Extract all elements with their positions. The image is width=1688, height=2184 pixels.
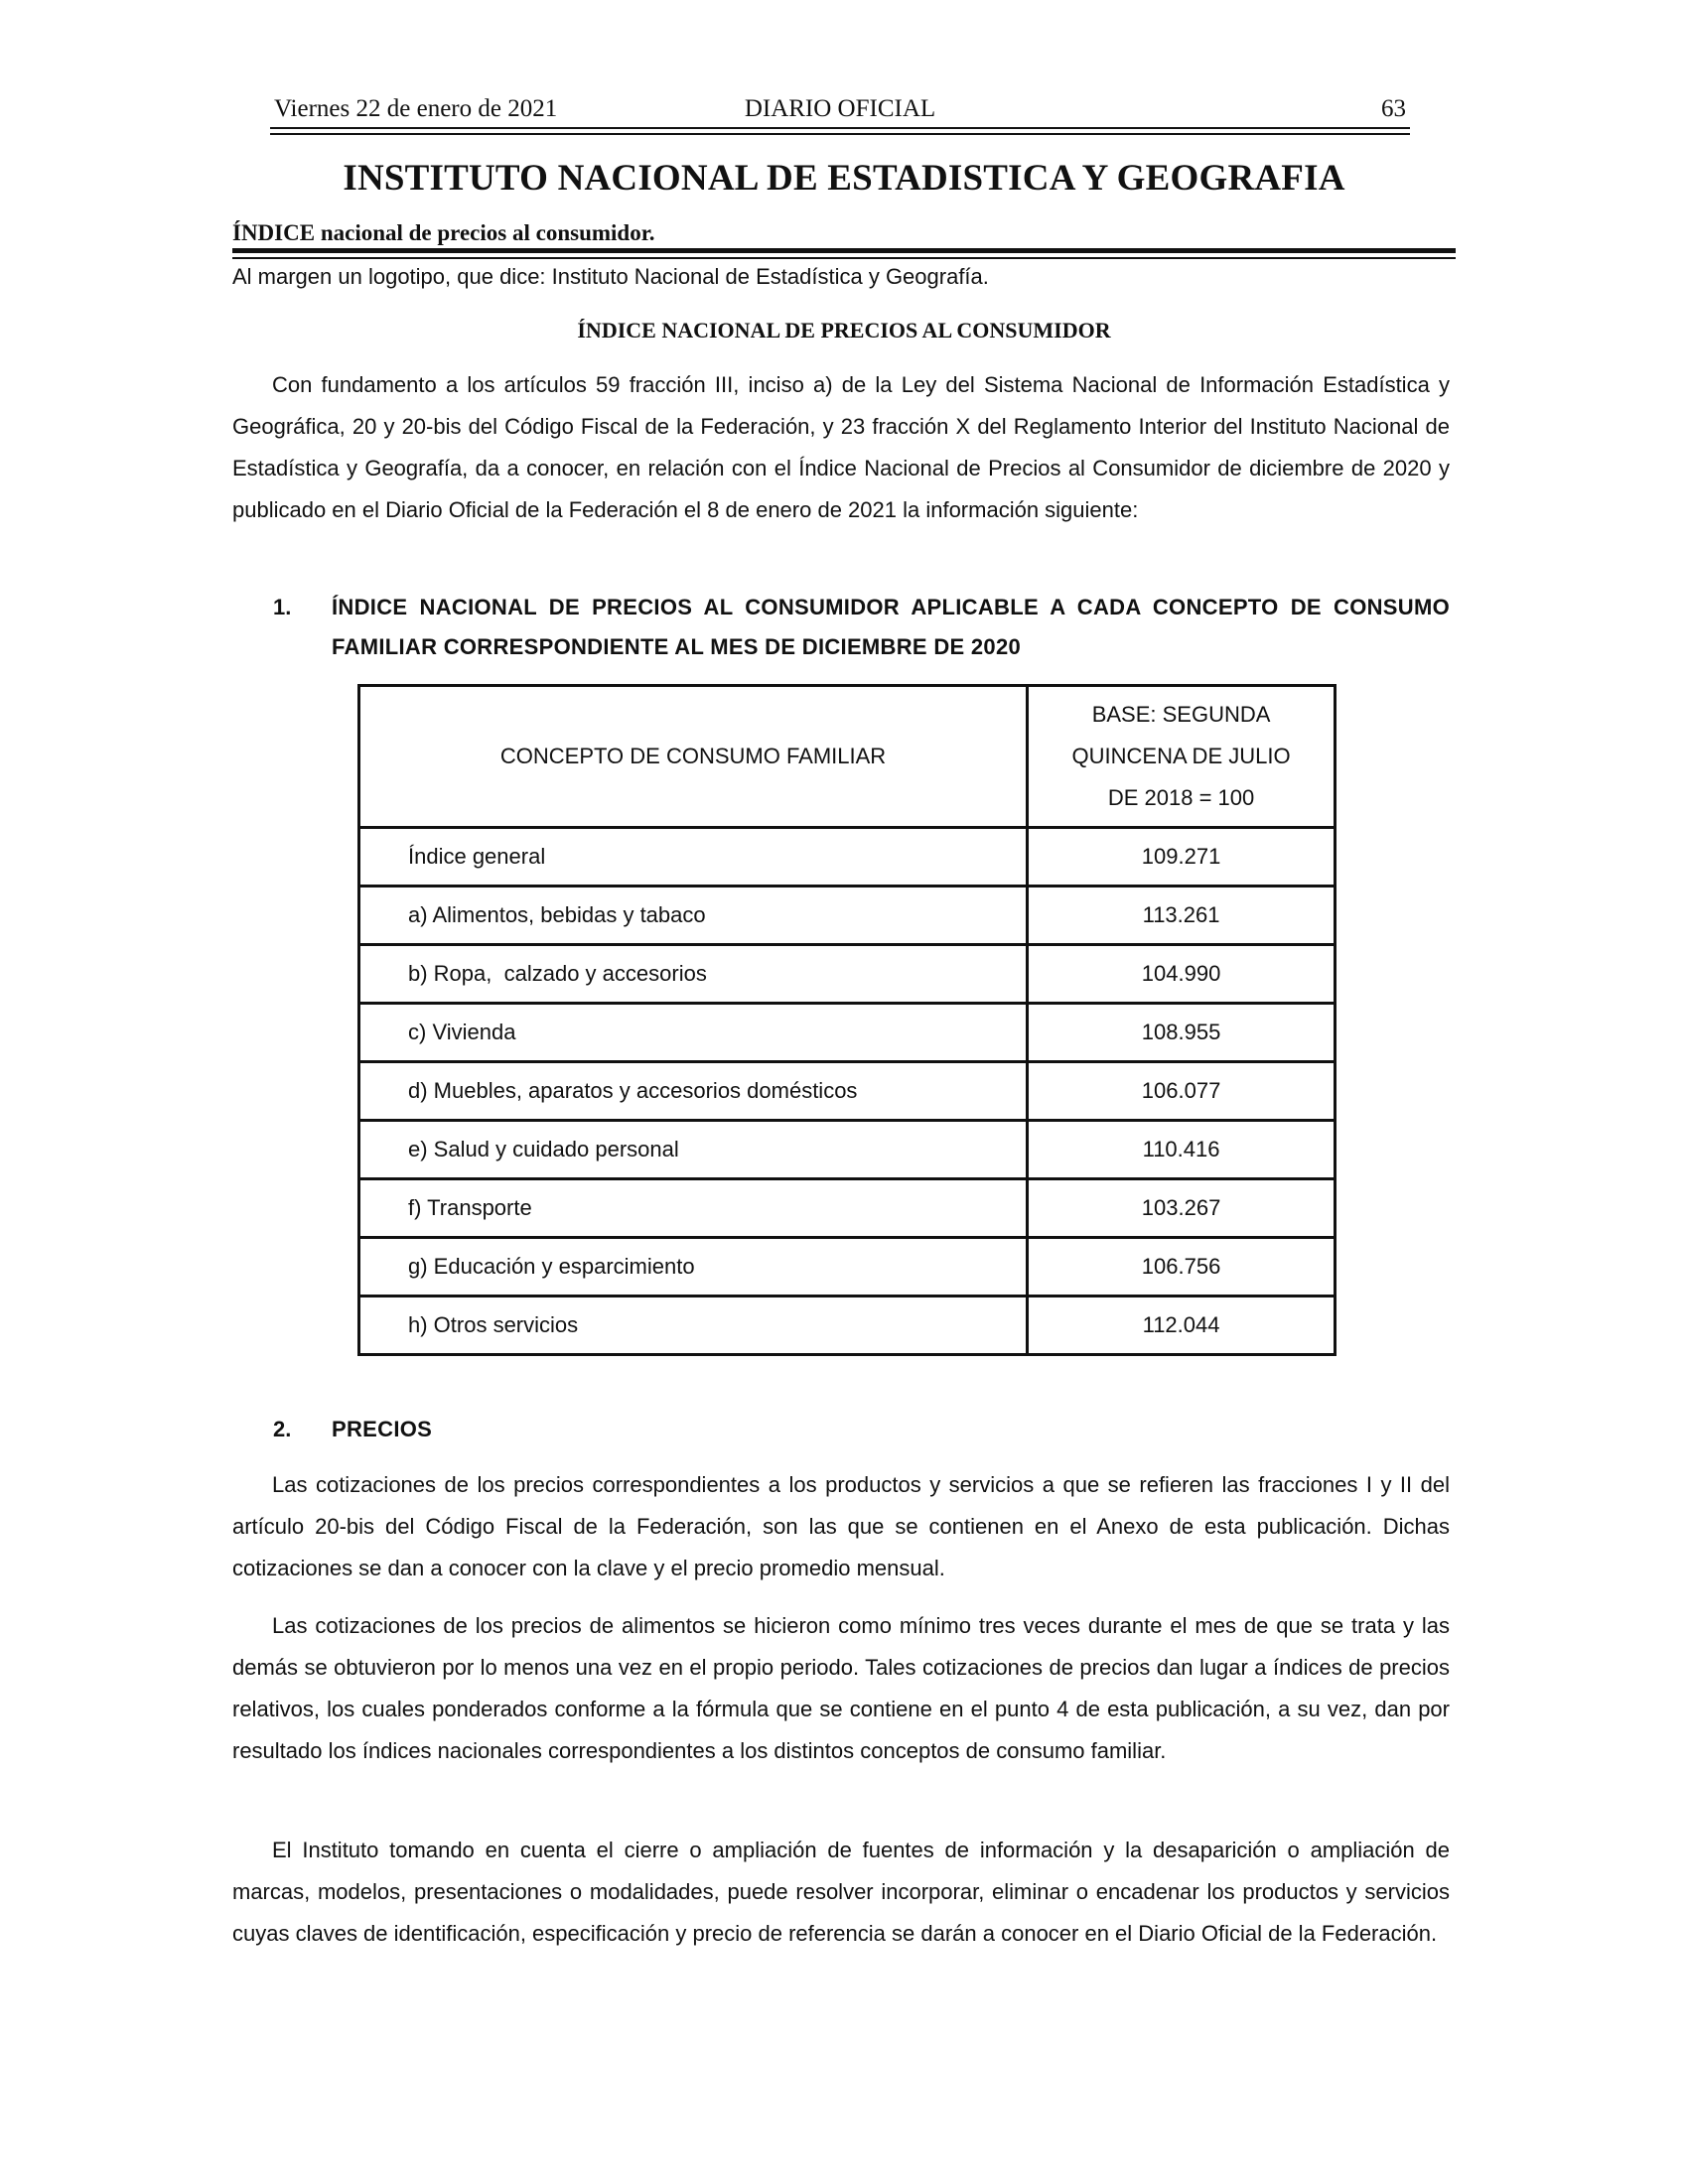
table-row (359, 887, 1336, 945)
index-value-cell: 109.271 (1028, 828, 1336, 887)
concept-cell: b) Ropa, calzado y accesorios (359, 945, 1028, 1004)
column-header-base (1028, 686, 1336, 828)
body-paragraph: El Instituto tomando en cuenta el cierre o ampliación de fuentes de información y la desaparición o ampliación de marcas, modelos, presentaciones o modalidades, puede resolver incorporar, eliminar o encadenar los productos y servicios cuyas claves de identificación, especificación y precio de referencia se darán a conocer en el Diario Oficial de la Federación. (232, 1838, 1450, 1946)
section-1-title: ÍNDICE NACIONAL DE PRECIOS AL CONSUMIDOR APLICABLE A CADA CONCEPTO DE CONSUMO FAMILIAR CORRESPONDIENTE AL MES DE DICIEMBRE DE 2020 (332, 595, 1450, 659)
base-header-line: DE 2018 = 100 (1107, 785, 1255, 810)
index-value-cell: 110.416 (1028, 1121, 1336, 1179)
section-1-number: 1. (273, 595, 292, 619)
table-row (359, 1297, 1336, 1355)
header-rule-top (270, 127, 1410, 129)
index-value-cell: 112.044 (1028, 1297, 1336, 1355)
concept-cell: d) Muebles, aparatos y accesorios domésticos (359, 1062, 1028, 1121)
base-header-line: QUINCENA DE JULIO (1071, 744, 1291, 768)
table-row (359, 828, 1336, 887)
concept-cell: f) Transporte (359, 1179, 1028, 1238)
body-paragraph: Las cotizaciones de los precios de alimentos se hicieron como mínimo tres veces durante el mes de que se trata y las demás se obtuvieron por lo menos una vez en el propio periodo. Tales cotizaciones de precios dan lugar a índices de precios relativos, los cuales ponderados conforme a la fórmula que se contiene en el punto 4 de esta publicación, a su vez, dan por resultado los índices nacionales correspondientes a los distintos conceptos de consumo familiar. (232, 1613, 1450, 1763)
index-value-cell: 106.756 (1028, 1238, 1336, 1297)
header-rule-bottom (270, 133, 1410, 135)
subheading-rule-thick (232, 248, 1456, 253)
subheading-rule-thin (232, 257, 1456, 259)
table-row (359, 1238, 1336, 1297)
header-publication: DIARIO OFICIAL (744, 95, 936, 122)
section-2-title: PRECIOS (332, 1417, 433, 1441)
table-row (359, 1121, 1336, 1179)
header-page-number: 63 (1381, 95, 1406, 122)
concept-cell: a) Alimentos, bebidas y tabaco (359, 887, 1028, 945)
header-date: Viernes 22 de enero de 2021 (274, 95, 558, 122)
institute-title: INSTITUTO NACIONAL DE ESTADISTICA Y GEOGRAFIA (343, 158, 1345, 199)
table-row (359, 1179, 1336, 1238)
concept-cell: e) Salud y cuidado personal (359, 1121, 1028, 1179)
concept-cell: g) Educación y esparcimiento (359, 1238, 1028, 1297)
page-header (270, 95, 1410, 125)
index-value-cell: 106.077 (1028, 1062, 1336, 1121)
body-paragraph: Las cotizaciones de los precios correspondientes a los productos y servicios a que se refieren las fracciones I y II del artículo 20-bis del Código Fiscal de la Federación, son las que se contienen en el Anexo de esta publicación. Dichas cotizaciones se dan a conocer con la clave y el precio promedio mensual. (232, 1472, 1450, 1580)
document-title: ÍNDICE NACIONAL DE PRECIOS AL CONSUMIDOR (577, 318, 1111, 342)
table-row (359, 1004, 1336, 1062)
index-value-cell: 104.990 (1028, 945, 1336, 1004)
section-2-number: 2. (273, 1417, 292, 1441)
price-index-table (357, 684, 1336, 1356)
column-header-concept: CONCEPTO DE CONSUMO FAMILIAR (359, 686, 1028, 828)
index-value-cell: 113.261 (1028, 887, 1336, 945)
table-row (359, 945, 1336, 1004)
intro-paragraph: Con fundamento a los artículos 59 fracción III, inciso a) de la Ley del Sistema Nacional de Información Estadística y Geográfica, 20 y 20-bis del Código Fiscal de la Federación, y 23 fracción X del Reglamento Interior del Instituto Nacional de Estadística y Geografía, da a conocer, en relación con el Índice Nacional de Precios al Consumidor de diciembre de 2020 y publicado en el Diario Oficial de la Federación el 8 de enero de 2021 la información siguiente: (232, 372, 1450, 522)
table-row (359, 1062, 1336, 1121)
table-header-row (359, 686, 1336, 828)
base-header-line: BASE: SEGUNDA (1091, 702, 1271, 727)
index-value-cell: 108.955 (1028, 1004, 1336, 1062)
concept-cell: c) Vivienda (359, 1004, 1028, 1062)
concept-cell: h) Otros servicios (359, 1297, 1028, 1355)
index-value-cell: 103.267 (1028, 1179, 1336, 1238)
document-subheading: ÍNDICE nacional de precios al consumidor. (232, 220, 655, 245)
margin-note: Al margen un logotipo, que dice: Instituto Nacional de Estadística y Geografía. (232, 264, 989, 289)
concept-cell: Índice general (359, 828, 1028, 887)
